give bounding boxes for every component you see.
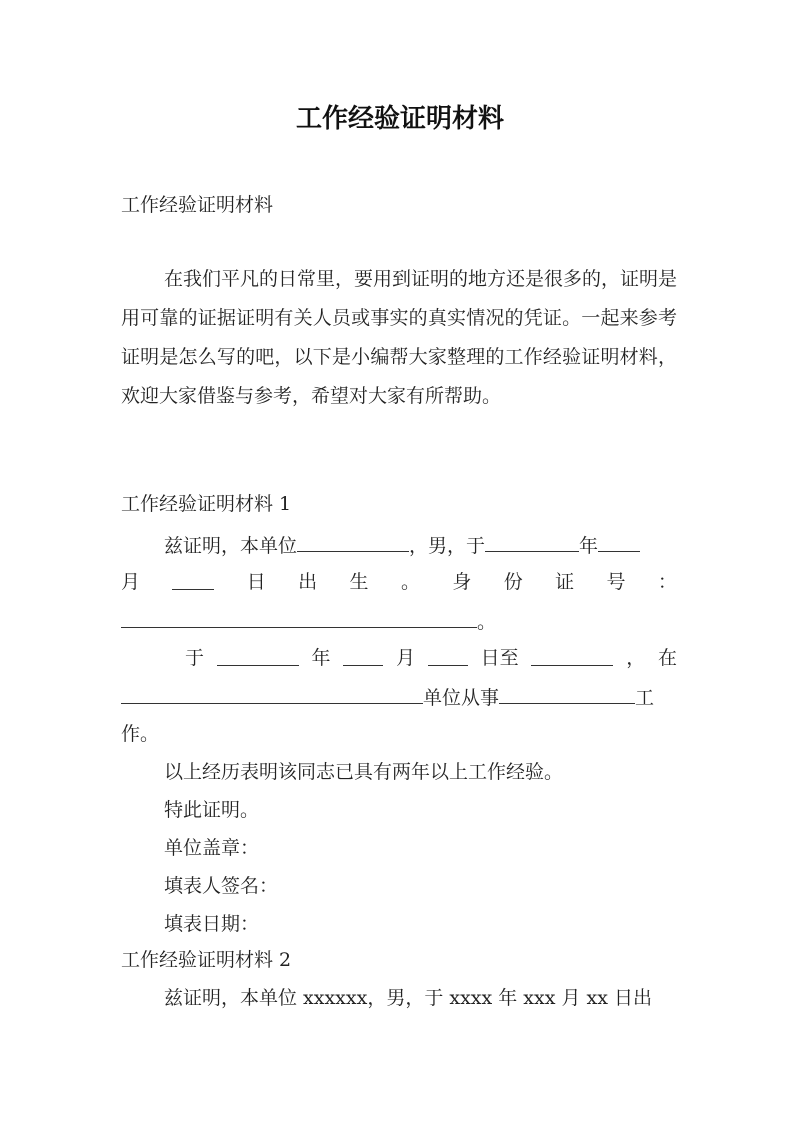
cert-text: 日至 [480,647,519,669]
cert-line-1 [164,535,640,556]
cert-text: 月 [396,647,416,669]
cert-text: ： [657,571,677,593]
cert-text: 在 [657,647,677,669]
year-blank [485,535,579,552]
cert-line-4 [185,649,677,668]
cert-text: ，男，于 [409,535,486,557]
cert-text: 证 [555,571,575,593]
start-day-blank [428,649,468,666]
cert-text: 月 [121,571,141,593]
cert-text: ， [626,647,646,669]
cert-line-3 [121,611,496,632]
date-label: 填表日期： [164,913,260,935]
cert-text: 。 [400,571,420,593]
cert-text: 号 [606,571,626,593]
subtitle: 工作经验证明材料 [121,194,274,216]
cert-text: 出 [298,571,318,593]
cert-text: 生 [349,571,369,593]
cert2-line-1: 兹证明，本单位 xxxxxx，男，于 xxxx 年 xxx 月 xx 日出 [164,987,653,1009]
cert-text: 兹证明，本单位 [164,535,298,557]
employer-blank [121,687,423,704]
cert-text: 年 [579,535,599,557]
cert-text: 日 [246,571,266,593]
cert-text: 单位从事 [423,687,500,709]
intro-text: 在我们平凡的日常里，要用到证明的地方还是很多的，证明是用可靠的证据证明有关人员或事实的真实情况的凭证。一起来参考证明是怎么写的吧，以下是小编帮大家整理的工作经验证明材料，欢迎大家借鉴与参考，希望对大家有所帮助。 [121,268,678,407]
unit-blank [297,535,409,552]
cert-text: 。 [477,611,497,633]
seal-label: 单位盖章： [164,837,260,859]
page-title: 工作经验证明材料 [295,104,504,134]
cert-text: 份 [503,571,523,593]
position-blank [499,687,635,704]
section-heading-2: 工作经验证明材料 2 [121,949,292,971]
day-blank [172,573,214,590]
month-blank [598,535,640,552]
start-month-blank [343,649,383,666]
certify-statement: 特此证明。 [164,799,260,821]
cert-line-2 [121,573,677,592]
id-number-blank [121,611,477,628]
section-heading-1: 工作经验证明材料 1 [121,493,292,515]
start-year-blank [217,649,299,666]
cert-line-6: 作。 [121,723,160,745]
cert-text: 身 [452,571,472,593]
experience-statement: 以上经历表明该同志已具有两年以上工作经验。 [164,761,564,783]
cert-text: 工 [635,687,655,709]
cert-line-5 [121,687,654,708]
end-date-blank [531,649,613,666]
intro-paragraph [121,260,677,416]
cert-text: 年 [311,647,331,669]
cert-text: 于 [185,647,205,669]
signer-label: 填表人签名： [164,875,279,897]
